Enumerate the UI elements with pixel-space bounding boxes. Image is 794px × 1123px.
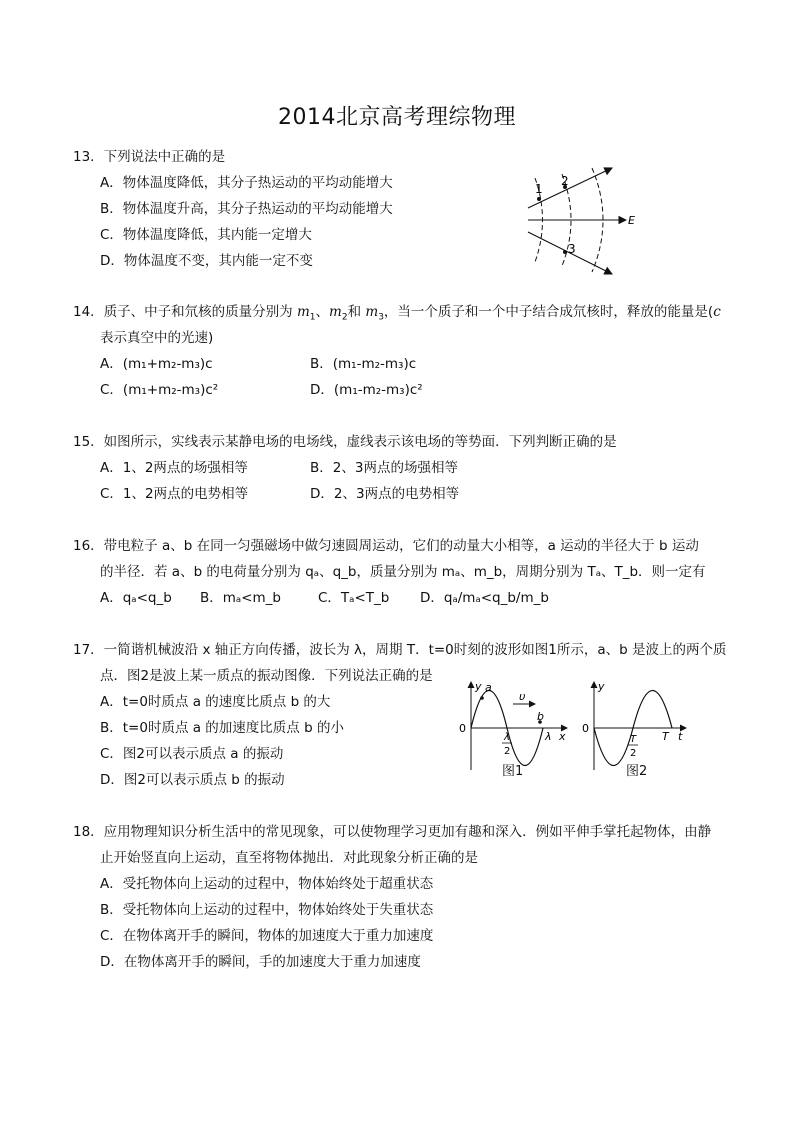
q15-option-b: B．2、3两点的场强相等 [310, 460, 458, 476]
fig1-caption: 图1 [502, 764, 524, 779]
fig2-t-period-label: T [662, 730, 669, 743]
label-2: 2 [561, 174, 569, 188]
q17-stem-line2: 点．图2是波上某一质点的振动图像．下列说法正确的是 [100, 668, 433, 684]
fig2-half-t-num: T [630, 734, 637, 745]
fig2-origin-label: 0 [582, 722, 589, 735]
q13-option-a: A．物体温度降低，其分子热运动的平均动能增大 [100, 175, 393, 191]
fig2-caption: 图2 [626, 764, 648, 779]
label-3: 3 [568, 242, 576, 256]
q14-option-b: B．(m₁-m₂-m₃)c [310, 356, 417, 372]
q18-stem-line1: 18．应用物理知识分析生活中的常见现象，可以使物理学习更加有趣和深入．例如平伸手掌托起物体，由静 [73, 824, 712, 840]
q14-stem-line2: 表示真空中的光速) [100, 330, 214, 346]
q13-option-d: D．物体温度不变，其内能一定不变 [100, 253, 313, 269]
fig1-y-label: y [475, 680, 482, 693]
q17-stem-line1: 17．一简谐机械波沿 x 轴正方向传播，波长为 λ，周期 T．t=0时刻的波形如图1所示，a、b 是波上的两个质 [73, 642, 727, 658]
q13-option-b: B．物体温度升高，其分子热运动的平均动能增大 [100, 201, 393, 217]
q17-option-a: A．t=0时质点 a 的速度比质点 b 的大 [100, 694, 331, 710]
fig1-v-label: υ [519, 690, 526, 703]
q15-stem: 15．如图所示，实线表示某静电场的电场线，虚线表示该电场的等势面．下列判断正确的是 [73, 434, 617, 450]
q18-stem-line2: 止开始竖直向上运动，直至将物体抛出．对此现象分析正确的是 [100, 850, 478, 866]
q15-option-c: C．1、2两点的电势相等 [100, 486, 249, 502]
page-title: 2014北京高考理综物理 [278, 105, 516, 130]
fig1-x-label: x [559, 730, 566, 743]
q18-option-c: C．在物体离开手的瞬间，物体的加速度大于重力加速度 [100, 928, 434, 944]
electric-field-figure [510, 160, 650, 280]
q14-stem-line1: 14．质子、中子和氘核的质量分别为 $m_1$、$m_2$和 $m_3$，当一个质子和一个中子结合成氘核时，释放的能量是(c [73, 304, 721, 323]
fig1-half-lambda-num: λ [504, 732, 510, 743]
point-1 [537, 197, 541, 201]
q15-option-a: A．1、2两点的场强相等 [100, 460, 248, 476]
q14-option-c: C．(m₁+m₂-m₃)c² [100, 382, 219, 398]
q16-option-d: D．qₐ/mₐ<q_b/m_b [420, 590, 549, 606]
fig2-t-axis-label: t [678, 730, 683, 743]
q16-stem-line1: 16．带电粒子 a、b 在同一匀强磁场中做匀速圆周运动，它们的动量大小相等，a 运动的半径大于 b 运动 [73, 538, 699, 554]
q16-option-b: B．mₐ<m_b [200, 590, 281, 606]
point-a [480, 696, 484, 700]
fig2-y-label: y [598, 680, 605, 693]
label-e: E [628, 214, 635, 227]
fig1-half-lambda-den: 2 [504, 746, 511, 757]
fig1-lambda-label: λ [545, 730, 552, 743]
label-1: 1 [535, 182, 543, 196]
q13-stem: 13．下列说法中正确的是 [73, 149, 226, 165]
q14-option-a: A．(m₁+m₂-m₃)c [100, 356, 213, 372]
q14-option-d: D．(m₁-m₂-m₃)c² [310, 382, 423, 398]
q17-option-b: B．t=0时质点 a 的加速度比质点 b 的小 [100, 720, 344, 736]
q16-option-a: A．qₐ<q_b [100, 590, 172, 606]
q17-option-d: D．图2可以表示质点 b 的振动 [100, 772, 285, 788]
q18-option-d: D．在物体离开手的瞬间，手的加速度大于重力加速度 [100, 954, 421, 970]
q13-option-c: C．物体温度降低，其内能一定增大 [100, 227, 312, 243]
q18-option-a: A．受托物体向上运动的过程中，物体始终处于超重状态 [100, 876, 434, 892]
fig1-b-label: b [537, 710, 544, 723]
q16-stem-line2: 的半径．若 a、b 的电荷量分别为 qₐ、q_b，质量分别为 mₐ、m_b，周期分别为 Tₐ、T_b．则一定有 [100, 564, 706, 580]
q15-option-d: D．2、3两点的电势相等 [310, 486, 460, 502]
q17-option-c: C．图2可以表示质点 a 的振动 [100, 746, 284, 762]
point-3 [563, 250, 567, 254]
fig1-a-label: a [485, 681, 492, 694]
fig1-origin-label: 0 [459, 722, 466, 735]
q18-option-b: B．受托物体向上运动的过程中，物体始终处于失重状态 [100, 902, 434, 918]
fig2-half-t-den: 2 [630, 748, 637, 759]
q16-option-c: C．Tₐ<T_b [318, 590, 390, 606]
